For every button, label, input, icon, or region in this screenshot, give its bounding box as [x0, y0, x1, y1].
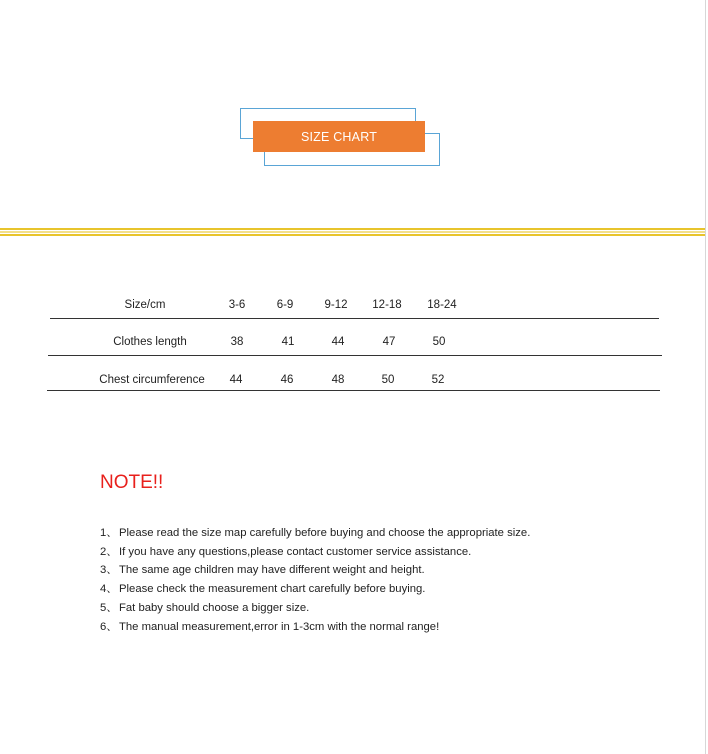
table-cell: 47 [382, 336, 396, 348]
header-size-12-18: 12-18 [372, 299, 402, 311]
table-cell: 44 [229, 374, 243, 386]
row-label-clothes-length: Clothes length [113, 336, 187, 348]
gold-separator [0, 228, 705, 236]
table-cell: 48 [331, 374, 345, 386]
note-text: The same age children may have different weight and height. [119, 564, 425, 576]
note-number: 2、 [100, 546, 118, 558]
note-text: The manual measurement,error in 1-3cm with the normal range! [119, 621, 440, 633]
note-item [100, 524, 530, 540]
table-cell: 50 [381, 374, 395, 386]
note-text: Please read the size map carefully before buying and choose the appropriate size. [119, 527, 531, 539]
header-size-3-6: 3-6 [228, 299, 246, 311]
table-cell: 46 [280, 374, 294, 386]
header-size-label: Size/cm [124, 299, 166, 311]
note-number: 4、 [100, 583, 118, 595]
note-title: NOTE!! [100, 472, 164, 493]
table-cell: 44 [331, 336, 345, 348]
note-number: 5、 [100, 602, 118, 614]
note-item [100, 543, 471, 559]
note-item [100, 618, 439, 634]
note-item [100, 599, 309, 615]
table-cell: 38 [230, 336, 244, 348]
note-number: 1、 [100, 527, 118, 539]
note-text: Fat baby should choose a bigger size. [119, 602, 310, 614]
table-cell: 41 [281, 336, 295, 348]
table-cell: 50 [432, 336, 446, 348]
note-item [100, 561, 425, 577]
header-size-9-12: 9-12 [324, 299, 348, 311]
size-chart-title: SIZE CHART [253, 121, 425, 152]
page-right-edge [705, 0, 706, 754]
note-number: 6、 [100, 621, 118, 633]
table-divider [47, 390, 660, 391]
note-item [100, 580, 425, 596]
table-divider [48, 355, 662, 356]
note-text: If you have any questions,please contact customer service assistance. [119, 546, 472, 558]
note-text: Please check the measurement chart carefully before buying. [119, 583, 426, 595]
header-size-18-24: 18-24 [427, 299, 457, 311]
note-number: 3、 [100, 564, 118, 576]
table-divider [50, 318, 659, 319]
row-label-chest-circumference: Chest circumference [99, 374, 205, 386]
table-cell: 52 [431, 374, 445, 386]
header-size-6-9: 6-9 [276, 299, 294, 311]
